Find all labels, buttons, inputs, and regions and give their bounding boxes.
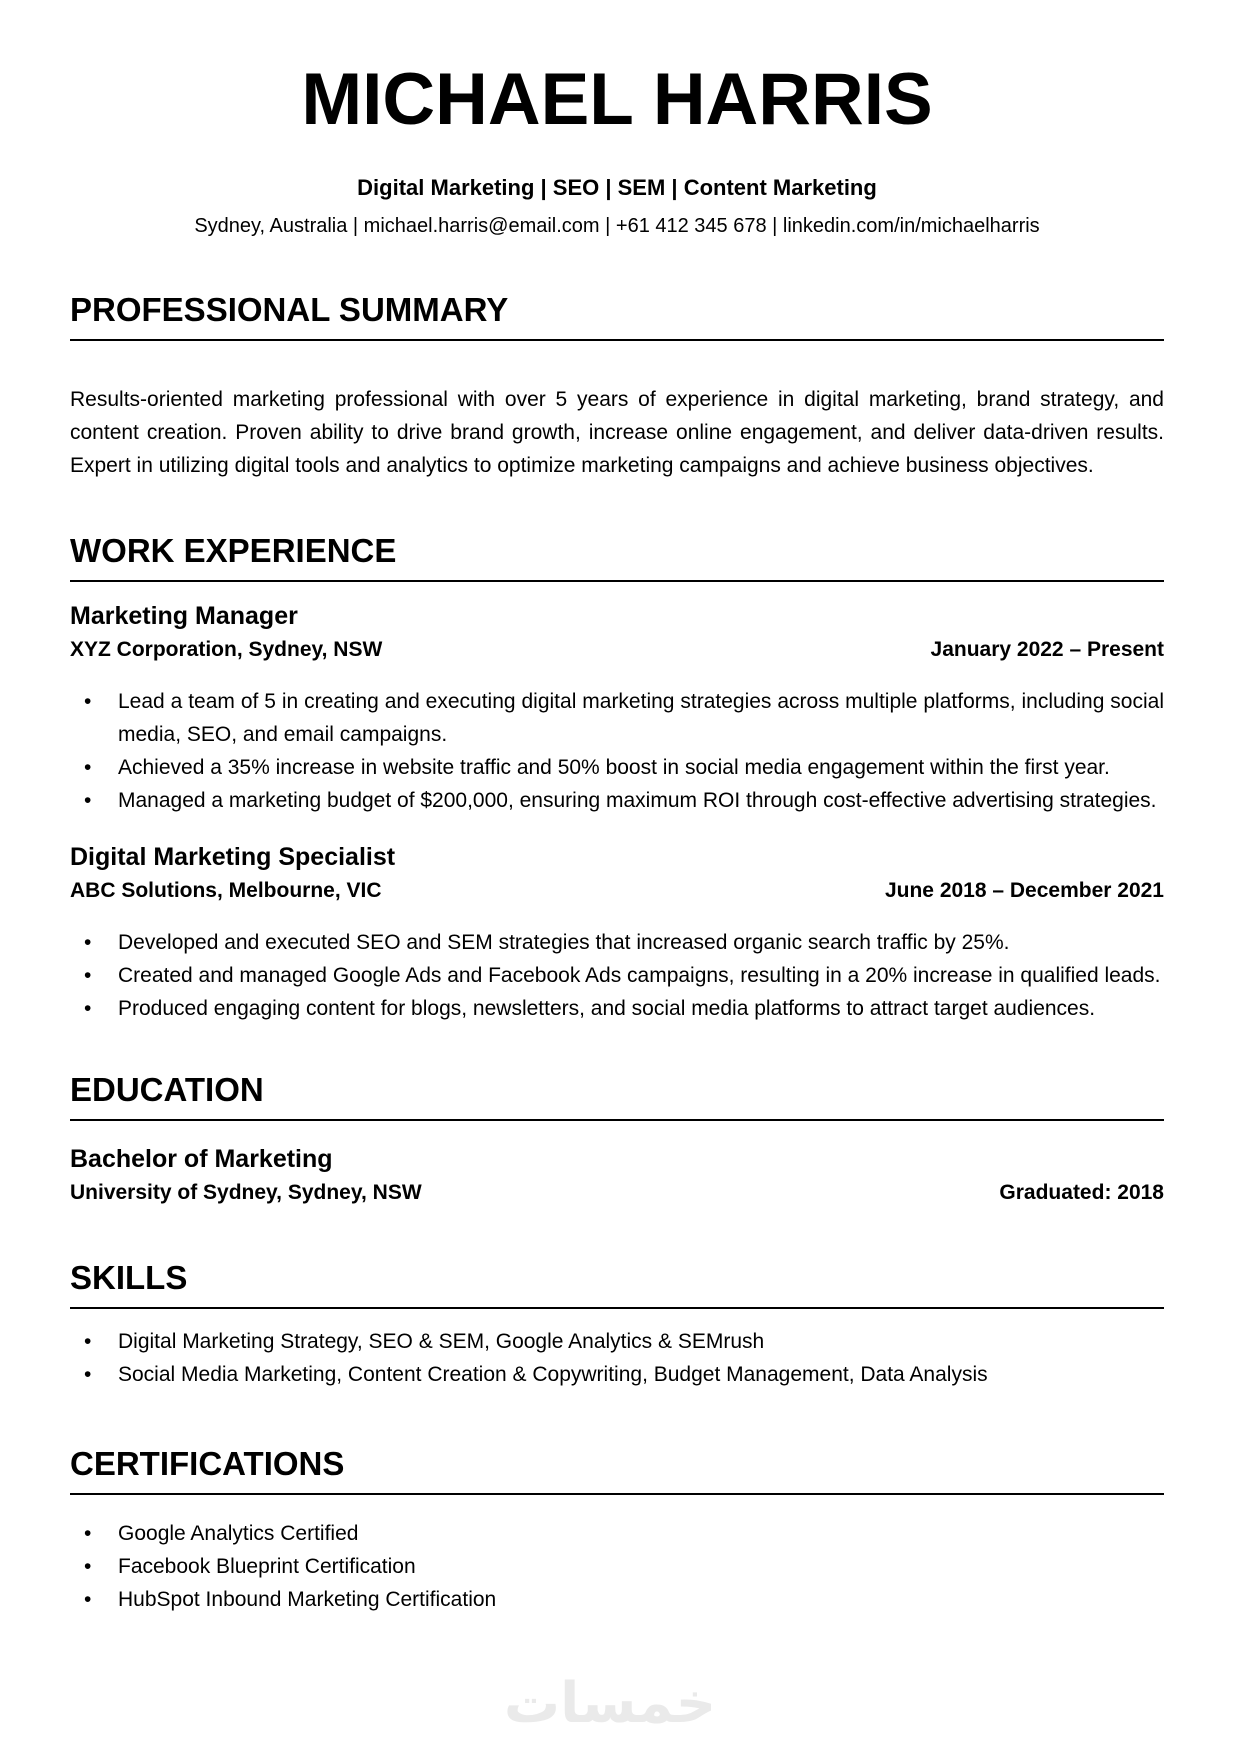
skills-heading: SKILLS <box>70 1261 1164 1309</box>
candidate-name: MICHAEL HARRIS <box>301 59 933 140</box>
job-bullet-list <box>70 926 1164 1025</box>
section-work-experience <box>70 531 1164 1025</box>
education-heading: EDUCATION <box>70 1073 1164 1121</box>
job-bullet: • Produced engaging content for blogs, newsletters, and social media platforms to attract target audiences. <box>70 992 1164 1025</box>
job-dates: January 2022 – Present <box>930 638 1164 662</box>
job-title: Marketing Manager <box>70 601 298 630</box>
skill-item: • Social Media Marketing, Content Creation & Copywriting, Budget Management, Data Analysis <box>70 1358 1164 1391</box>
job-dates: June 2018 – December 2021 <box>884 879 1164 903</box>
candidate-tagline: Digital Marketing | SEO | SEM | Content Marketing <box>357 174 877 200</box>
job-company: XYZ Corporation, Sydney, NSW <box>70 638 383 662</box>
education-school: University of Sydney, Sydney, NSW <box>70 1181 422 1205</box>
job-company: ABC Solutions, Melbourne, VIC <box>70 879 382 903</box>
degree-title: Bachelor of Marketing <box>70 1144 333 1173</box>
section-certifications <box>70 1447 1164 1616</box>
experience-heading: WORK EXPERIENCE <box>70 534 1164 582</box>
job-meta-row <box>70 878 1164 903</box>
education-meta-row <box>70 1180 1164 1205</box>
job-bullet: • Created and managed Google Ads and Facebook Ads campaigns, resulting in a 20% increase in qualified leads. <box>70 959 1164 992</box>
khamsat-watermark: خمسات <box>503 1671 717 1734</box>
skills-list <box>70 1325 1164 1391</box>
certification-item: • Google Analytics Certified <box>70 1517 1164 1550</box>
contact-line: Sydney, Australia | michael.harris@email.com | +61 412 345 678 | linkedin.com/in/michaelharris <box>194 214 1040 237</box>
job-bullet: • Lead a team of 5 in creating and executing digital marketing strategies across multiple platforms, including social media, SEO, and email campaigns. <box>70 685 1164 751</box>
section-education <box>70 1070 1164 1206</box>
certifications-heading: CERTIFICATIONS <box>70 1447 1164 1495</box>
job-bullet: • Achieved a 35% increase in website traffic and 50% boost in social media engagement within the first year. <box>70 751 1164 784</box>
certification-item: • Facebook Blueprint Certification <box>70 1550 1164 1583</box>
job-bullet-list <box>70 685 1164 817</box>
summary-text: Results-oriented marketing professional with over 5 years of experience in digital marketing, brand strategy, and content creation. Proven ability to drive brand growth, increase online engagement, and deliver data-driven results. Expert in utilizing digital tools and analytics to optimize marketing campaigns and achieve business objectives. <box>70 387 1164 477</box>
job-title: Digital Marketing Specialist <box>70 842 396 871</box>
certifications-list <box>70 1517 1164 1616</box>
job-entry <box>70 843 1164 1025</box>
job-bullet: • Developed and executed SEO and SEM strategies that increased organic search traffic by 25%. <box>70 926 1164 959</box>
job-entry <box>70 602 1164 817</box>
section-professional-summary <box>70 290 1164 482</box>
section-skills <box>70 1261 1164 1391</box>
summary-heading: PROFESSIONAL SUMMARY <box>70 293 1164 341</box>
skill-item: • Digital Marketing Strategy, SEO & SEM, Google Analytics & SEMrush <box>70 1325 1164 1358</box>
job-bullet: • Managed a marketing budget of $200,000, ensuring maximum ROI through cost-effective advertising strategies. <box>70 784 1164 817</box>
education-graduated: Graduated: 2018 <box>999 1181 1164 1205</box>
certification-item: • HubSpot Inbound Marketing Certification <box>70 1583 1164 1616</box>
job-meta-row <box>70 637 1164 662</box>
education-entry <box>70 1145 1164 1206</box>
